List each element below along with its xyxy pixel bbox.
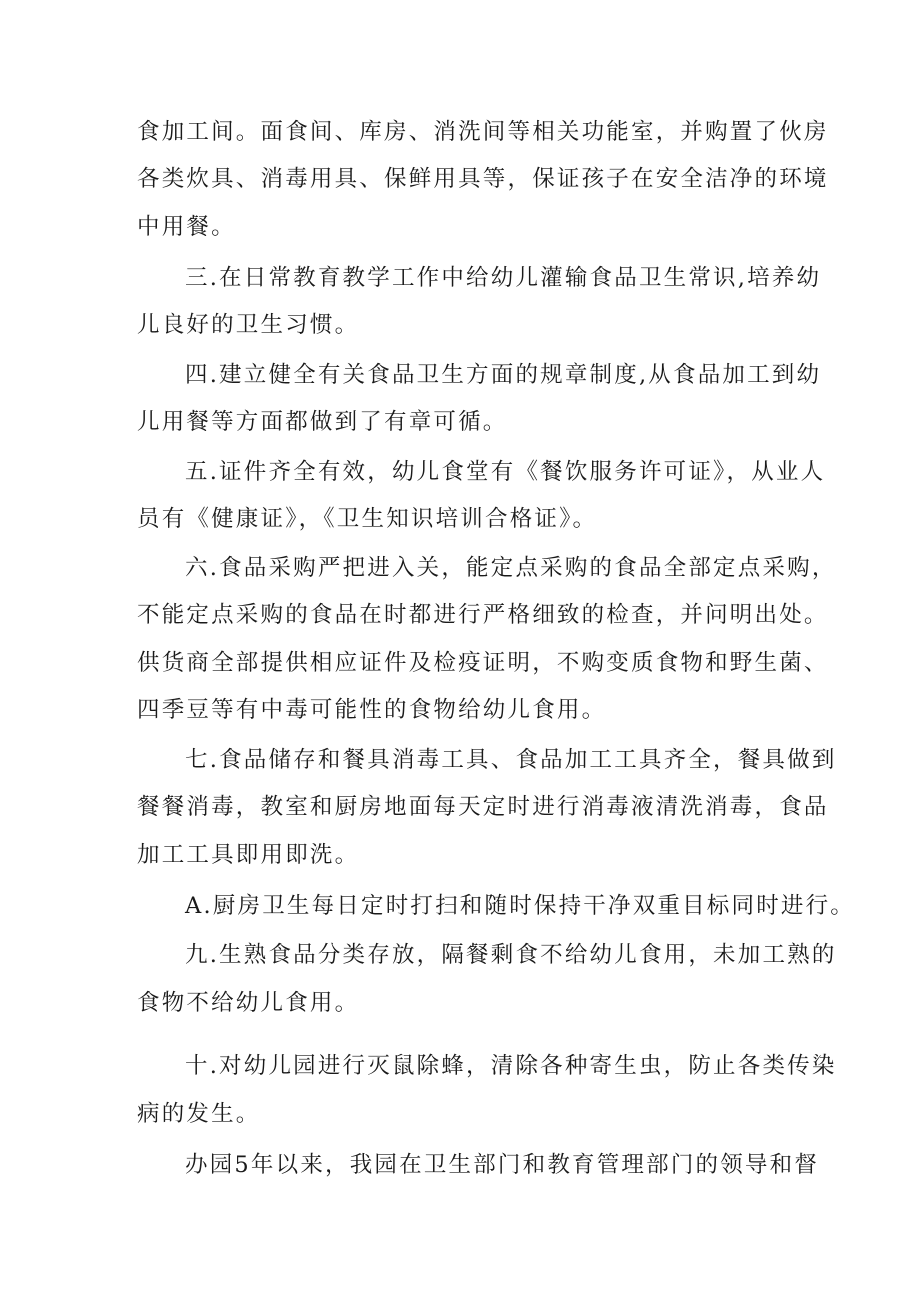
paragraph-line: 不能定点采购的食品在时都进行严格细致的检查，并问明出处。 — [137, 602, 829, 628]
paragraph-line: 十.对幼儿园进行灭鼠除蜂，清除各种寄生虫，防止各类传染 — [185, 1053, 837, 1079]
paragraph-line: 食加工间。面食间、库房、消洗间等相关功能室，并购置了伙房 — [137, 119, 829, 145]
paragraph-line: 办园5年以来，我园在卫生部门和教育管理部门的领导和督 — [185, 1152, 820, 1178]
paragraph-line: 中用餐。 — [137, 214, 236, 240]
paragraph-line: 儿良好的卫生习惯。 — [137, 312, 360, 338]
paragraph-line: 员有《健康证》，《卫生知识培训合格证》。 — [137, 506, 598, 532]
paragraph-line: A.厨房卫生每日定时打扫和随时保持干净双重目标同时进行。 — [185, 893, 856, 919]
paragraph-line: 七.食品储存和餐具消毒工具、食品加工工具齐全，餐具做到 — [185, 747, 837, 773]
paragraph-line: 供货商全部提供相应证件及检疫证明，不购变质食物和野生菌、 — [137, 650, 829, 676]
paragraph-line: 四季豆等有中毒可能性的食物给幼儿食用。 — [137, 697, 607, 723]
paragraph-line: 餐餐消毒，教室和厨房地面每天定时进行消毒液清洗消毒，食品 — [137, 794, 829, 820]
paragraph-line: 九.生熟食品分类存放，隔餐剩食不给幼儿食用，未加工熟的 — [185, 942, 837, 968]
paragraph-line: 五.证件齐全有效，幼儿食堂有《餐饮服务许可证》，从业人 — [185, 459, 826, 485]
paragraph-line: 儿用餐等方面都做到了有章可循。 — [137, 409, 508, 435]
paragraph-line: 加工工具即用即洗。 — [137, 842, 360, 868]
paragraph-line: 各类炊具、消毒用具、保鲜用具等，保证孩子在安全洁净的环境 — [137, 166, 829, 192]
paragraph-line: 三.在日常教育教学工作中给幼儿灌输食品卫生常识,培养幼 — [185, 265, 822, 291]
paragraph-line: 四.建立健全有关食品卫生方面的规章制度,从食品加工到幼 — [185, 362, 822, 388]
paragraph-line: 病的发生。 — [137, 1101, 261, 1127]
paragraph-line: 六.食品采购严把进入关，能定点采购的食品全部定点采购， — [185, 555, 837, 581]
paragraph-line: 食物不给幼儿食用。 — [137, 990, 360, 1016]
